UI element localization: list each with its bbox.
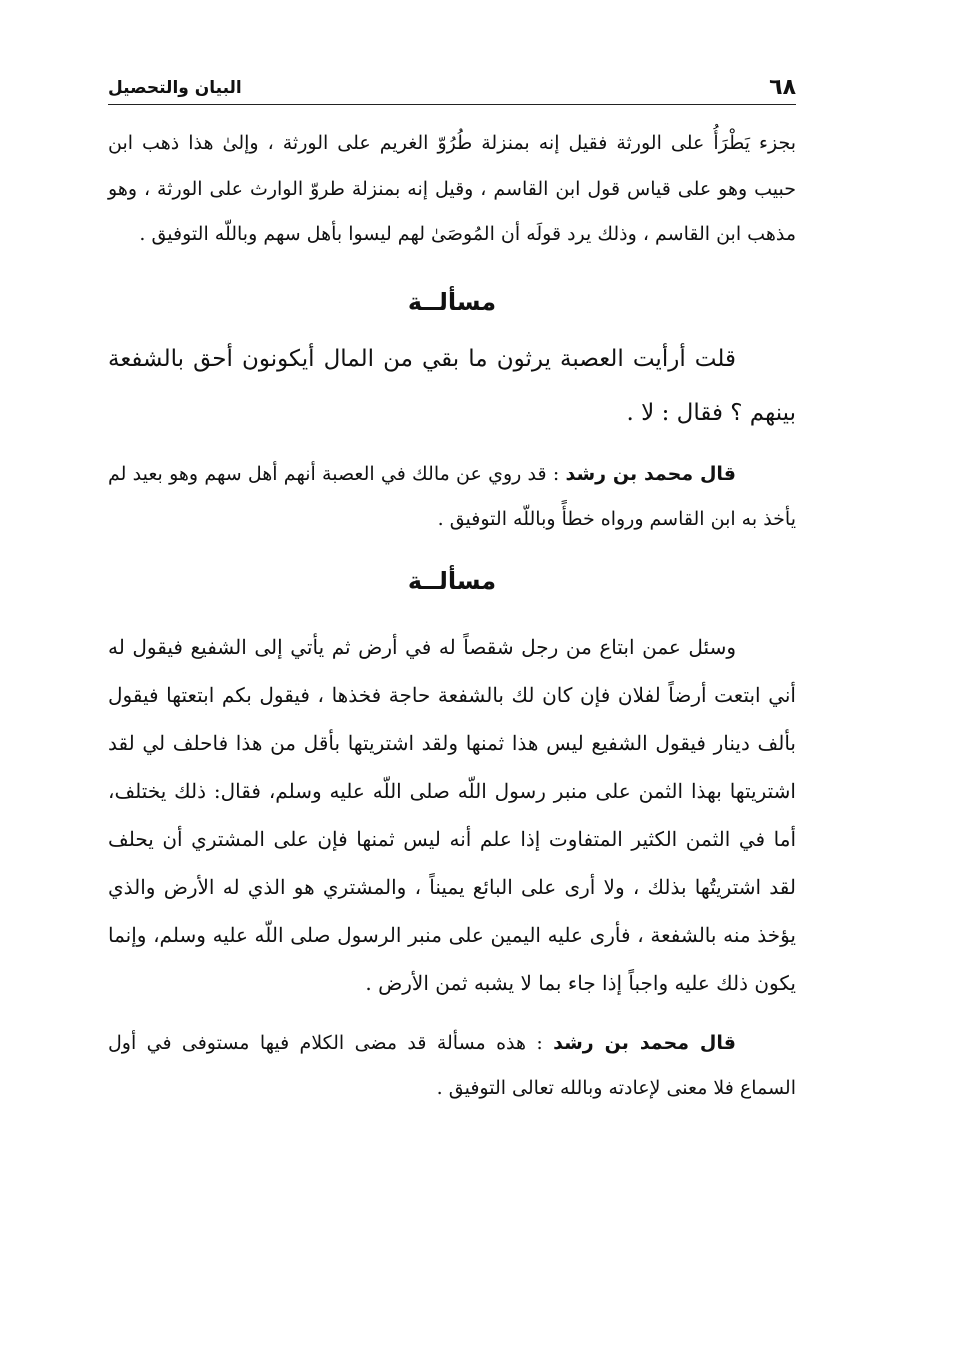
commentary-text: : قد روي عن مالك في العصبة أنهم أهل سهم وهو بعيد لم يأخذ به ابن القاسم ورواه خطأً وباللّه التوفيق . — [108, 462, 796, 530]
section-heading-masala-1: مسألــة — [407, 287, 497, 316]
commentary-text: : هذه مسألة قد مضى الكلام فيها مستوفى في أول السماع فلا معنى لإعادته وبالله تعالى التوفيق . — [108, 1031, 796, 1099]
page-number: ٦٨ — [769, 75, 796, 100]
paragraph-question-2: وسئل عمن ابتاع من رجل شقصاً له في أرض ثم يأتي إلى الشفيع فيقول له أني ابتعت أرضاً لفلان فإن كان لك بالشفعة حاجة فخذها ، فيقول بكم ابتعتها فيقول بألف دينار فيقول الشفيع ليس هذا ثمنها ولقد اشتريتها بأقل من هذا فاحلف لي لقد اشتريتها بهذا الثمن على منبر رسول اللّه صلى اللّه عليه وسلم، فقال: ذلك يختلف، أما في الثمن الكثير المتفاوت إذا علم أنه ليس ثمنها فإن على المشتري أن يحلف لقد اشتريتُها بذلك ، ولا أرى على البائع يميناً ، والمشتري هو الذي له الأرض والذي يؤخذ منه بالشفعة ، فأرى عليه اليمين على منبر الرسول صلى اللّه عليه وسلم، وإنما يكون ذلك عليه واجباً إذا جاء بما لا يشبه ثمن الأرض . — [108, 634, 796, 995]
section-heading-masala-2: مسألــة — [407, 566, 497, 595]
speaker-name: قال محمد بن رشد — [565, 462, 737, 485]
paragraph-continuation: بجزء يَطْرَأُ على الورثة فقيل إنه بمنزلة طُرُوّ الغريم على الورثة ، وإلىٰ هذا ذهب ابن حبيب وهو على قياس قول ابن القاسم ، وقيل إنه بمنزلة طروّ الوارث على الورثة ، وهو مذهب ابن القاسم ، وذلك يرد قولَه أن المُوصَىٰ لهم ليسوا بأهل سهم وباللّه التوفيق . — [108, 132, 796, 245]
paragraph-commentary-1 — [108, 452, 796, 543]
running-title: البيان والتحصيل — [108, 78, 242, 98]
page-content — [108, 66, 796, 1112]
paragraph-question-1: قلت أرأيت العصبة يرثون ما بقي من المال أيكونون أحق بالشفعة بينهم ؟ فقال : لا . — [108, 345, 796, 426]
paragraph-commentary-2 — [108, 1021, 796, 1112]
page-header — [108, 66, 796, 105]
speaker-name: قال محمد بن رشد — [553, 1031, 736, 1054]
